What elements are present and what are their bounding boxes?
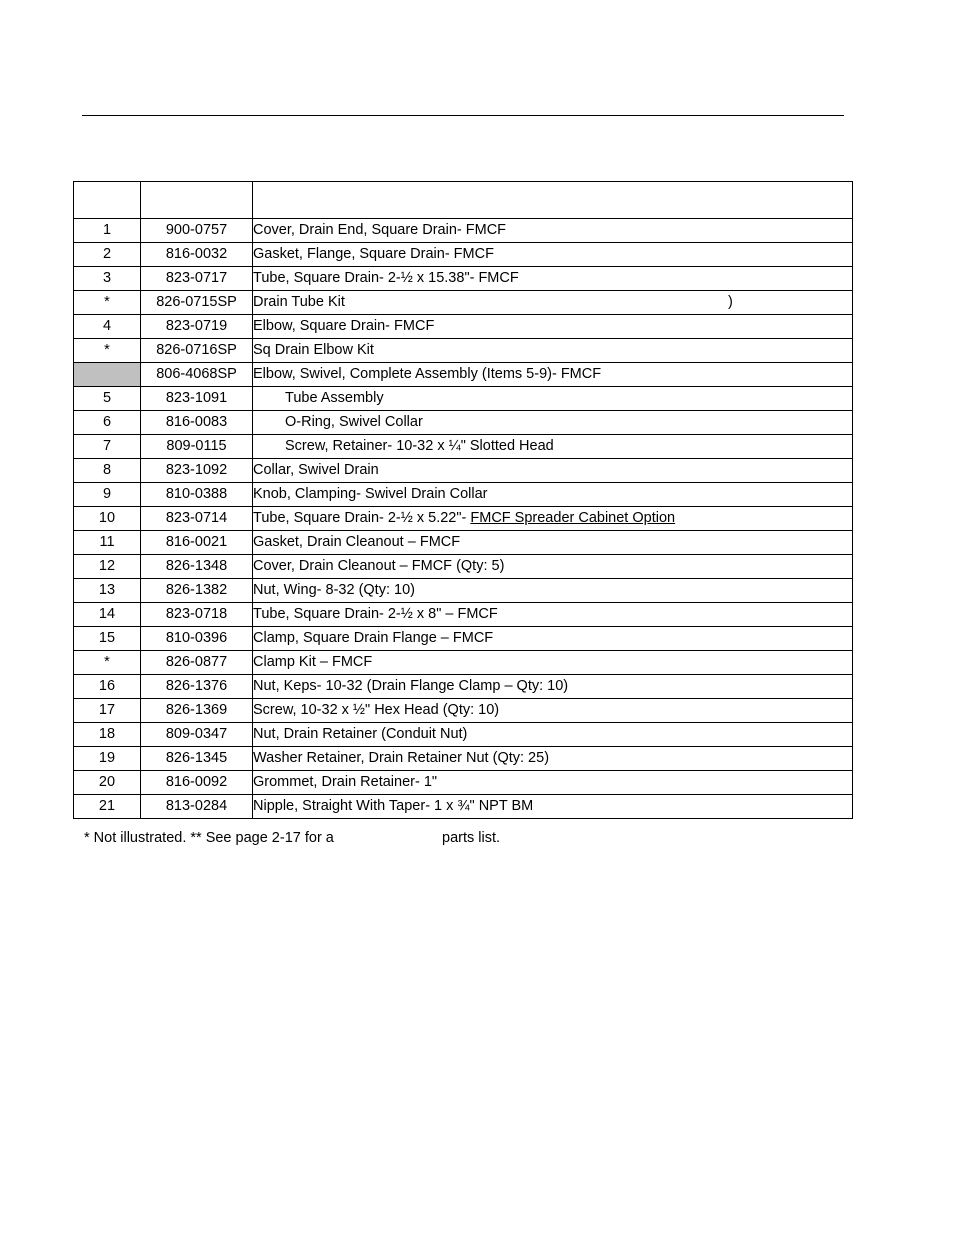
item-number-cell: 11 xyxy=(74,531,141,555)
description-text: Washer Retainer, Drain Retainer Nut (Qty: 25) xyxy=(253,750,550,766)
description-text: Grommet, Drain Retainer- 1" xyxy=(253,774,438,790)
description-text: Nut, Keps- 10-32 (Drain Flange Clamp – Qty: 10) xyxy=(253,678,569,694)
part-number-cell: 809-0347 xyxy=(141,723,253,747)
footnote-text-1: * Not illustrated. ** See page 2-17 for a xyxy=(84,830,334,846)
table-row xyxy=(74,243,853,267)
part-number-cell: 816-0021 xyxy=(141,531,253,555)
part-number-cell: 826-1348 xyxy=(141,555,253,579)
item-number-cell: 21 xyxy=(74,795,141,819)
description-text: Cover, Drain Cleanout – FMCF (Qty: 5) xyxy=(253,558,505,574)
part-number-cell: 816-0092 xyxy=(141,771,253,795)
description-cell xyxy=(253,531,853,555)
item-number-cell: 13 xyxy=(74,579,141,603)
item-number-cell: 4 xyxy=(74,315,141,339)
description-cell xyxy=(253,267,853,291)
table-row xyxy=(74,699,853,723)
table-row xyxy=(74,603,853,627)
part-number-cell: 826-0877 xyxy=(141,651,253,675)
part-number-cell: 809-0115 xyxy=(141,435,253,459)
description-text: Collar, Swivel Drain xyxy=(253,462,379,478)
part-number-cell: 806-4068SP xyxy=(141,363,253,387)
description-text: Nipple, Straight With Taper- 1 x ¾" NPT BM xyxy=(253,798,534,814)
item-number-cell: 6 xyxy=(74,411,141,435)
table-row xyxy=(74,435,853,459)
table-row xyxy=(74,531,853,555)
table-row xyxy=(74,747,853,771)
description-text: Nut, Wing- 8-32 (Qty: 10) xyxy=(253,582,415,598)
header-part xyxy=(141,182,253,219)
description-cell xyxy=(253,315,853,339)
description-text: Gasket, Flange, Square Drain- FMCF xyxy=(253,246,494,262)
part-number-cell: 823-0717 xyxy=(141,267,253,291)
description-text: Tube, Square Drain- 2-½ x 8" – FMCF xyxy=(253,606,498,622)
part-number-cell: 816-0083 xyxy=(141,411,253,435)
parts-table-body xyxy=(74,219,853,819)
item-number-cell: 8 xyxy=(74,459,141,483)
description-text: Clamp Kit – FMCF xyxy=(253,654,373,670)
part-number-cell: 810-0396 xyxy=(141,627,253,651)
description-cell xyxy=(253,219,853,243)
item-number-cell: 17 xyxy=(74,699,141,723)
item-number-cell: 15 xyxy=(74,627,141,651)
description-text: Cover, Drain End, Square Drain- FMCF xyxy=(253,222,507,238)
description-text: Tube Assembly xyxy=(285,390,384,406)
footnote-text-2: parts list. xyxy=(442,830,501,846)
description-cell xyxy=(253,243,853,267)
description-text: Drain Tube Kit xyxy=(253,294,345,310)
table-row xyxy=(74,507,853,531)
table-row xyxy=(74,651,853,675)
description-cell xyxy=(253,795,853,819)
parts-table xyxy=(73,181,853,819)
description-text: Tube, Square Drain- 2-½ x 5.22"- xyxy=(253,510,471,526)
part-number-cell: 823-1092 xyxy=(141,459,253,483)
description-cell xyxy=(253,627,853,651)
description-text: O-Ring, Swivel Collar xyxy=(285,414,423,430)
header-rule xyxy=(82,115,844,116)
description-cell xyxy=(253,387,853,411)
part-number-cell: 813-0284 xyxy=(141,795,253,819)
part-number-cell: 826-1382 xyxy=(141,579,253,603)
item-number-cell: 1 xyxy=(74,219,141,243)
table-row xyxy=(74,387,853,411)
description-cell xyxy=(253,411,853,435)
description-cell xyxy=(253,459,853,483)
item-number-cell xyxy=(74,363,141,387)
description-cell xyxy=(253,723,853,747)
part-number-cell: 900-0757 xyxy=(141,219,253,243)
description-text: Elbow, Square Drain- FMCF xyxy=(253,318,435,334)
description-underlined-text: FMCF Spreader Cabinet Option xyxy=(470,510,676,526)
table-row xyxy=(74,411,853,435)
description-text: Tube, Square Drain- 2-½ x 15.38"- FMCF xyxy=(253,270,519,286)
description-text: Clamp, Square Drain Flange – FMCF xyxy=(253,630,494,646)
table-row xyxy=(74,723,853,747)
part-number-cell: 826-1345 xyxy=(141,747,253,771)
footnote xyxy=(84,830,501,878)
description-cell xyxy=(253,603,853,627)
item-number-cell: * xyxy=(74,339,141,363)
part-number-cell: 826-1369 xyxy=(141,699,253,723)
item-number-cell: 18 xyxy=(74,723,141,747)
part-number-cell: 823-0718 xyxy=(141,603,253,627)
table-row xyxy=(74,315,853,339)
table-header-row xyxy=(74,182,853,219)
item-number-cell: 16 xyxy=(74,675,141,699)
item-number-cell: 12 xyxy=(74,555,141,579)
description-cell xyxy=(253,507,853,531)
description-text: Screw, Retainer- 10-32 x ¼" Slotted Head xyxy=(285,438,554,454)
table-row xyxy=(74,267,853,291)
description-text: Gasket, Drain Cleanout – FMCF xyxy=(253,534,461,550)
description-cell xyxy=(253,771,853,795)
item-number-cell: 9 xyxy=(74,483,141,507)
item-number-cell: 3 xyxy=(74,267,141,291)
part-number-cell: 826-1376 xyxy=(141,675,253,699)
table-row xyxy=(74,363,853,387)
table-row xyxy=(74,219,853,243)
description-cell xyxy=(253,579,853,603)
description-text: Nut, Drain Retainer (Conduit Nut) xyxy=(253,726,468,742)
table-row xyxy=(74,291,853,315)
item-number-cell: 10 xyxy=(74,507,141,531)
description-cell xyxy=(253,747,853,771)
part-number-cell: 823-0719 xyxy=(141,315,253,339)
table-row xyxy=(74,483,853,507)
description-text: Screw, 10-32 x ½" Hex Head (Qty: 10) xyxy=(253,702,500,718)
description-cell xyxy=(253,291,853,315)
item-number-cell: 7 xyxy=(74,435,141,459)
header-description xyxy=(253,182,853,219)
table-row xyxy=(74,627,853,651)
description-text: Sq Drain Elbow Kit xyxy=(253,342,374,358)
item-number-cell: 2 xyxy=(74,243,141,267)
description-cell xyxy=(253,435,853,459)
description-text: Knob, Clamping- Swivel Drain Collar xyxy=(253,486,488,502)
item-number-cell: 19 xyxy=(74,747,141,771)
part-number-cell: 826-0716SP xyxy=(141,339,253,363)
description-cell xyxy=(253,699,853,723)
table-row xyxy=(74,579,853,603)
description-cell xyxy=(253,483,853,507)
description-cell xyxy=(253,651,853,675)
part-number-cell: 823-0714 xyxy=(141,507,253,531)
item-number-cell: 14 xyxy=(74,603,141,627)
table-row xyxy=(74,339,853,363)
item-number-cell: * xyxy=(74,651,141,675)
table-row xyxy=(74,675,853,699)
item-number-cell: 5 xyxy=(74,387,141,411)
part-number-cell: 823-1091 xyxy=(141,387,253,411)
table-row xyxy=(74,459,853,483)
description-text: Elbow, Swivel, Complete Assembly (Items 5-9)- FMCF xyxy=(253,366,602,382)
description-trailing-text: ) xyxy=(728,294,733,310)
table-row xyxy=(74,795,853,819)
item-number-cell: 20 xyxy=(74,771,141,795)
description-cell xyxy=(253,363,853,387)
table-row xyxy=(74,555,853,579)
part-number-cell: 816-0032 xyxy=(141,243,253,267)
description-cell xyxy=(253,555,853,579)
description-cell xyxy=(253,675,853,699)
part-number-cell: 826-0715SP xyxy=(141,291,253,315)
part-number-cell: 810-0388 xyxy=(141,483,253,507)
description-cell xyxy=(253,339,853,363)
item-number-cell: * xyxy=(74,291,141,315)
table-row xyxy=(74,771,853,795)
header-item xyxy=(74,182,141,219)
